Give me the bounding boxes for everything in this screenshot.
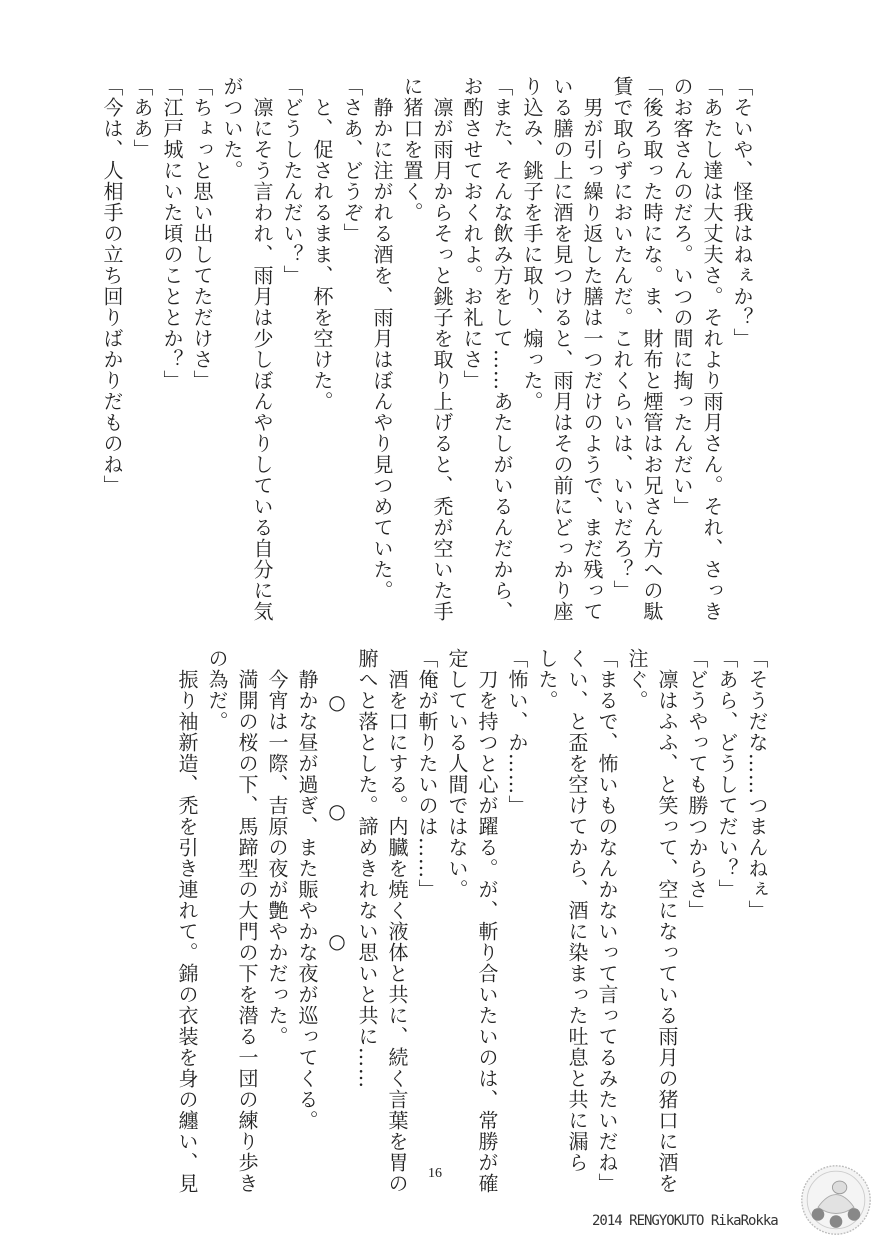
text-line: 「江戸城にいた頃のこととか？」 [160,76,184,391]
text-line: 「あたし達は大丈夫さ。それより雨月さん。それ、さっき [700,76,724,622]
text-line: の為だ。 [205,648,229,732]
text-line: り込み、銚子を手に取り、煽った。 [520,76,544,412]
circle-logo-icon [800,1164,872,1236]
text-line: 定している人間ではない。 [445,648,469,900]
text-line: 「ちょっと思い出してただけさ」 [190,76,214,391]
top-text-block [97,76,757,622]
text-line: お酌させておくれよ。お礼にさ」 [460,76,484,391]
text-line: 凛が雨月からそっと銚子を取り上げると、禿が空いた手 [430,76,454,622]
text-line: のお客さんのだろ。いつの間に掏ったんだい」 [670,76,694,517]
text-line: に猪口を置く。 [400,76,424,223]
text-line: 凛はふふ、と笑って、空になっている雨月の猪口に酒を [655,648,679,1194]
text-line: 腑へと落とした。諦めきれない思いと共に…… [355,648,379,1089]
text-line: 賃で取らずにおいたんだ。これくらいは、いいだろ？」 [610,76,634,601]
bottom-text-block [172,648,772,1194]
page-number: 16 [428,1166,442,1181]
text-line: 「また、そんな飲み方をして……あたしがいるんだから、 [490,76,514,622]
text-line: がついた。 [220,76,244,181]
text-line: 振り袖新造、禿を引き連れて。錦の衣装を身の纏い、見 [175,648,199,1194]
text-line: 「さあ、どうぞ」 [340,76,364,244]
text-line: 「今は、人相手の立ち回りばかりだものね」 [100,76,124,496]
text-line: 「そうだな……つまんねぇ」 [745,648,769,921]
text-line: ○ ○ ○ [325,648,349,954]
copyright-footer: 2014 RENGYOKUTO RikaRokka [592,1213,778,1229]
text-line: 静かな昼が過ぎ、また賑やかな夜が巡ってくる。 [295,648,319,1131]
text-line: 「まるで、怖いものなんかないって言ってるみたいだね」 [595,648,619,1194]
text-line: 「ああ」 [130,76,154,160]
text-line: 「後ろ取った時にな。ま、財布と煙管はお兄さん方への駄 [640,76,664,622]
text-line: 静かに注がれる酒を、雨月はぼんやり見つめていた。 [370,76,394,601]
text-line: 「怖い、か……」 [505,648,529,816]
text-line: 満開の桜の下、馬蹄型の大門の下を潜る一団の練り歩き [235,648,259,1194]
text-line: いる膳の上に酒を見つけると、雨月はその前にどっかり座 [550,76,574,622]
text-line: 「どうしたんだい？」 [280,76,304,286]
text-line: 「そいや、怪我はねぇか？」 [730,76,754,349]
text-line: 注ぐ。 [625,648,649,711]
text-line: くい、と盃を空けてから、酒に染まった吐息と共に漏ら [565,648,589,1173]
text-line: 今宵は一際、吉原の夜が艶やかだった。 [265,648,289,1047]
text-line: 「俺が斬りたいのは……」 [415,648,439,900]
text-line: 「あら、どうしてだい？」 [715,648,739,900]
text-line: 酒を口にする。内臓を焼く液体と共に、続く言葉を胃の [385,648,409,1194]
text-line: 男が引っ繰り返した膳は一つだけのようで、まだ残って [580,76,604,622]
text-line: した。 [535,648,559,711]
text-line: 刀を持つと心が躍る。が、斬り合いたいのは、常勝が確 [475,648,499,1194]
text-line: 凛にそう言われ、雨月は少しぼんやりしている自分に気 [250,76,274,622]
text-line: と、促されるまま、杯を空けた。 [310,76,334,412]
text-line: 「どうやっても勝つからさ」 [685,648,709,921]
